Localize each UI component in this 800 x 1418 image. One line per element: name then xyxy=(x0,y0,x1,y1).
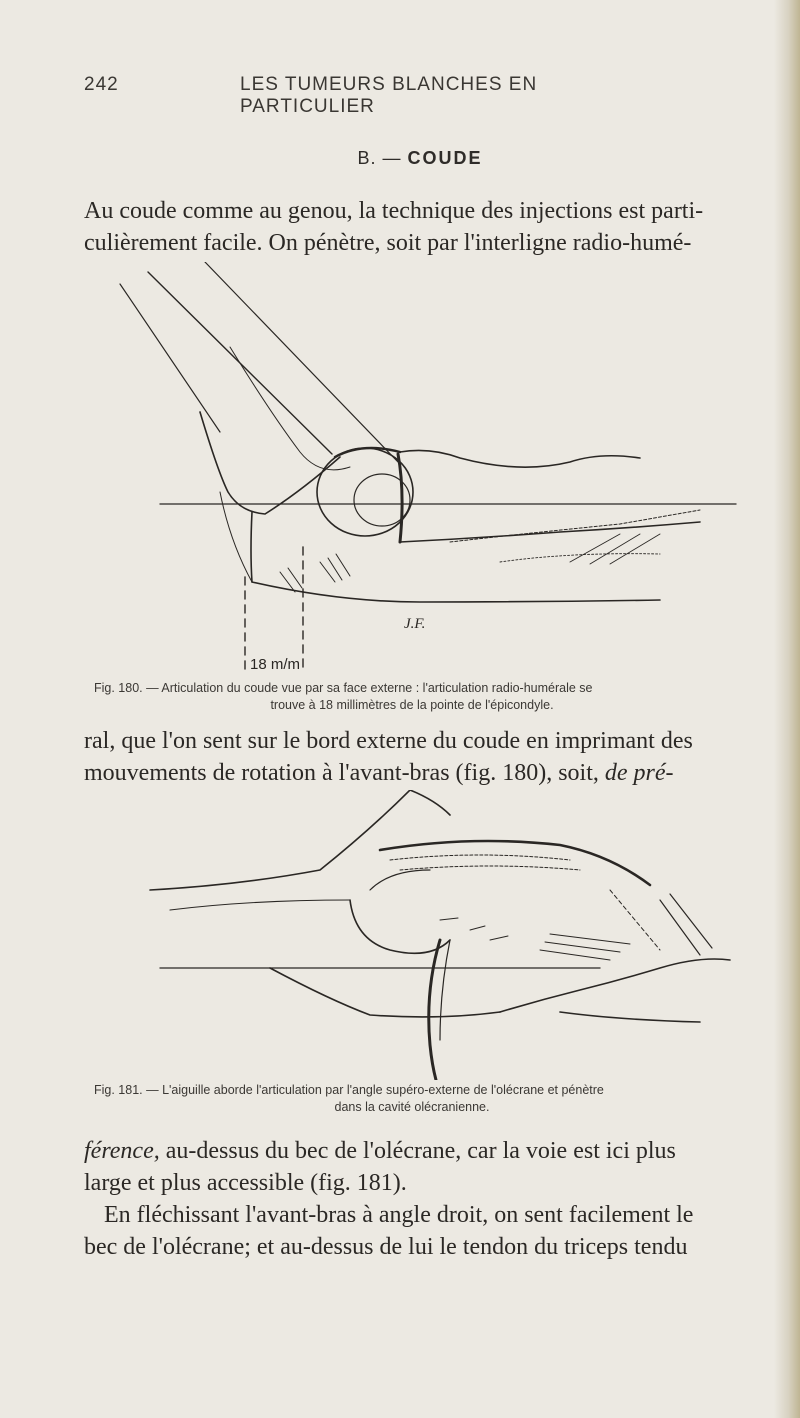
paragraph-2-line-2-italic: de pré- xyxy=(604,760,674,786)
running-title: LES TUMEURS BLANCHES EN PARTICULIER xyxy=(240,74,538,117)
section-label: B. — xyxy=(357,148,402,168)
figure-181-caption xyxy=(94,1082,770,1116)
section-title: COUDE xyxy=(407,148,483,168)
figure-181-caption-line-2: dans la cavité olécranienne. xyxy=(334,1100,490,1114)
paragraph-3-line-2: large et plus accessible (fig. 181). xyxy=(84,1170,407,1196)
figure-181-caption-line-1: Fig. 181. — L'aiguille aborde l'articulation par l'angle supéro-externe de l'olécrane et pénètre xyxy=(94,1083,604,1097)
paragraph-3-line-4: bec de l'olécrane; et au-dessus de lui le tendon du triceps tendu xyxy=(84,1234,688,1260)
figure-180-caption xyxy=(94,680,770,714)
figure-180-caption-line-2: trouve à 18 millimètres de la pointe de l'épicondyle. xyxy=(270,698,554,712)
figure-180-elbow-illustration xyxy=(100,262,740,672)
figure-180-signature: J.F. xyxy=(404,616,426,632)
figure-181-olecranon-illustration xyxy=(140,790,740,1080)
figure-180-measure-label: 18 m/m xyxy=(250,656,301,672)
paragraph-3-line-1-italic: férence, xyxy=(84,1138,160,1164)
paragraph-2-line-2 xyxy=(84,758,764,788)
paragraph-3-line-1-rest: au-dessus du bec de l'olécrane, car la voie est ici plus xyxy=(159,1138,676,1164)
figure-180-drawing xyxy=(120,262,736,672)
paragraph-1-line-1: Au coude comme au genou, la technique des injections est parti- xyxy=(84,198,704,224)
paragraph-3-line-3: En fléchissant l'avant-bras à angle droit, on sent facilement le xyxy=(104,1202,694,1228)
figure-180-caption-line-1: Fig. 180. — Articulation du coude vue par sa face externe : l'articulation radio-humérale se xyxy=(94,681,593,695)
paragraph-2-line-2-start: mouvements de rotation à l'avant-bras (fig. 180), soit, xyxy=(84,760,599,786)
figure-181-drawing xyxy=(150,790,730,1080)
section-heading xyxy=(0,148,800,169)
page-edge-shadow xyxy=(774,0,800,1418)
paragraph-3-line-1 xyxy=(84,1136,764,1166)
page-number: 242 xyxy=(84,74,119,95)
paragraph-1-line-2: culièrement facile. On pénètre, soit par l'interligne radio-humé- xyxy=(84,230,692,256)
paragraph-2-line-1: ral, que l'on sent sur le bord externe du coude en imprimant des xyxy=(84,728,693,754)
